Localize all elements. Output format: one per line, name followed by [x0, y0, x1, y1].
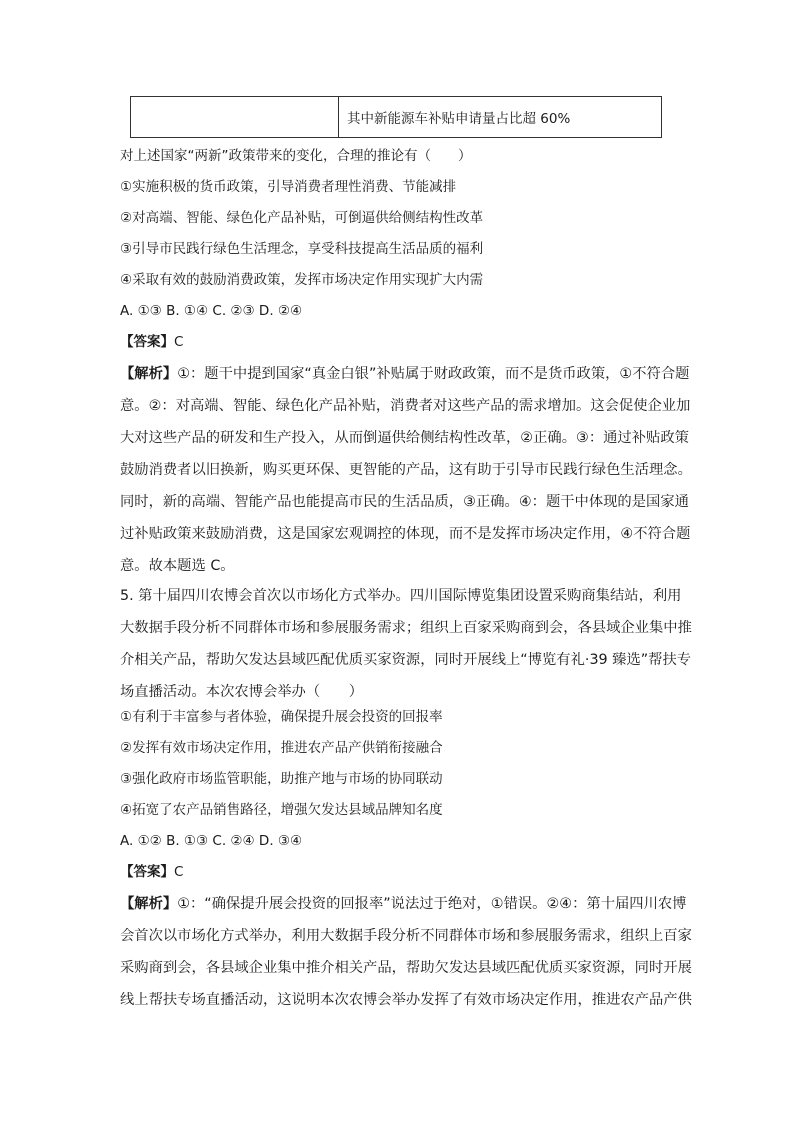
analysis-label: 【解析】 [120, 896, 178, 912]
table-cell-empty [131, 97, 339, 137]
analysis-line: 【解析】①：“确保提升展会投资的回报率”说法过于绝对，①错误。②④：第十届四川农博 [120, 896, 687, 912]
analysis-line: 过补贴政策来鼓励消费，这是国家宏观调控的体现，而不是发挥市场决定作用，④不符合题 [120, 526, 691, 542]
question-5-option-1: ①有利于丰富参与者体验，确保提升展会投资的回报率 [120, 709, 443, 725]
table-cell-subsidy-share: 其中新能源车补贴申请量占比超 60% [347, 111, 571, 127]
question-4-option-4: ④采取有效的鼓励消费政策，发挥市场决定作用实现扩大内需 [120, 272, 484, 288]
analysis-line: 同时，新的高端、智能产品也能提高市民的生活品质，③正确。④：题干中体现的是国家通 [120, 494, 689, 510]
question-5-option-3: ③强化政府市场监管职能，助推产地与市场的协同联动 [120, 771, 443, 787]
policy-table-row [130, 96, 662, 138]
question-4-option-1: ①实施积极的货币政策，引导消费者理性消费、节能减排 [120, 179, 457, 195]
analysis-line: 【解析】①：题干中提到国家“真金白银”补贴属于财政政策，而不是货币政策，①不符合题 [120, 366, 690, 382]
answer-value: C [174, 864, 184, 880]
analysis-line: 会首次以市场化方式举办，利用大数据手段分析不同群体市场和参展服务需求，组织上百家 [120, 928, 692, 944]
analysis-label: 【解析】 [120, 366, 178, 382]
analysis-line: 鼓励消费者以旧换新，购买更环保、更智能的产品，这有助于引导市民践行绿色生活理念。 [120, 462, 692, 478]
question-4-option-3: ③引导市民践行绿色生活理念，享受科技提高生活品质的福利 [120, 241, 484, 257]
question-5-stem [120, 580, 692, 708]
stem-line: 大数据手段分析不同群体市场和参展服务需求；组织上百家采购商到会，各县域企业集中推 [120, 620, 692, 636]
question-5-analysis [120, 888, 692, 1016]
stem-line: 场直播活动。本次农博会举办（ ） [120, 684, 364, 700]
question-4-choices: A. ①③ B. ①④ C. ②③ D. ②④ [120, 303, 303, 319]
question-4-option-2: ②对高端、智能、绿色化产品补贴，可倒逼供给侧结构性改革 [120, 210, 484, 226]
analysis-line: 意。故本题选 C。 [120, 558, 235, 574]
question-4-analysis [120, 358, 692, 582]
answer-label: 【答案】 [120, 334, 174, 350]
question-5-option-4: ④拓宽了农产品销售路径，增强欠发达县域品牌知名度 [120, 802, 443, 818]
analysis-line: 采购商到会，各县域企业集中推介相关产品，帮助欠发达县域匹配优质买家资源，同时开展 [120, 960, 692, 976]
question-4-answer [120, 336, 183, 350]
answer-label: 【答案】 [120, 864, 174, 880]
question-5-choices: A. ①② B. ①③ C. ②④ D. ③④ [120, 833, 303, 849]
question-5-answer [120, 866, 183, 880]
stem-line: 介相关产品，帮助欠发达县域匹配优质买家资源，同时开展线上“博览有礼·39 臻选”帮扶专 [120, 652, 692, 668]
analysis-line: 线上帮扶专场直播活动，这说明本次农博会举办发挥了有效市场决定作用，推进农产品产供 [120, 992, 692, 1008]
answer-value: C [174, 334, 184, 350]
analysis-line: 意。②：对高端、智能、绿色化产品补贴，消费者对这些产品的需求增加。这会促使企业加 [120, 398, 691, 414]
question-4-stem: 对上述国家“两新”政策带来的变化，合理的推论有（ ） [120, 148, 472, 164]
question-5-option-2: ②发挥有效市场决定作用，推进农产品产供销衔接融合 [120, 740, 443, 756]
stem-line: 5. 第十届四川农博会首次以市场化方式举办。四川国际博览集团设置采购商集结站，利用 [120, 588, 682, 604]
analysis-line: 大对这些产品的研发和生产投入，从而倒逼供给侧结构性改革，②正确。③：通过补贴政策 [120, 430, 689, 446]
